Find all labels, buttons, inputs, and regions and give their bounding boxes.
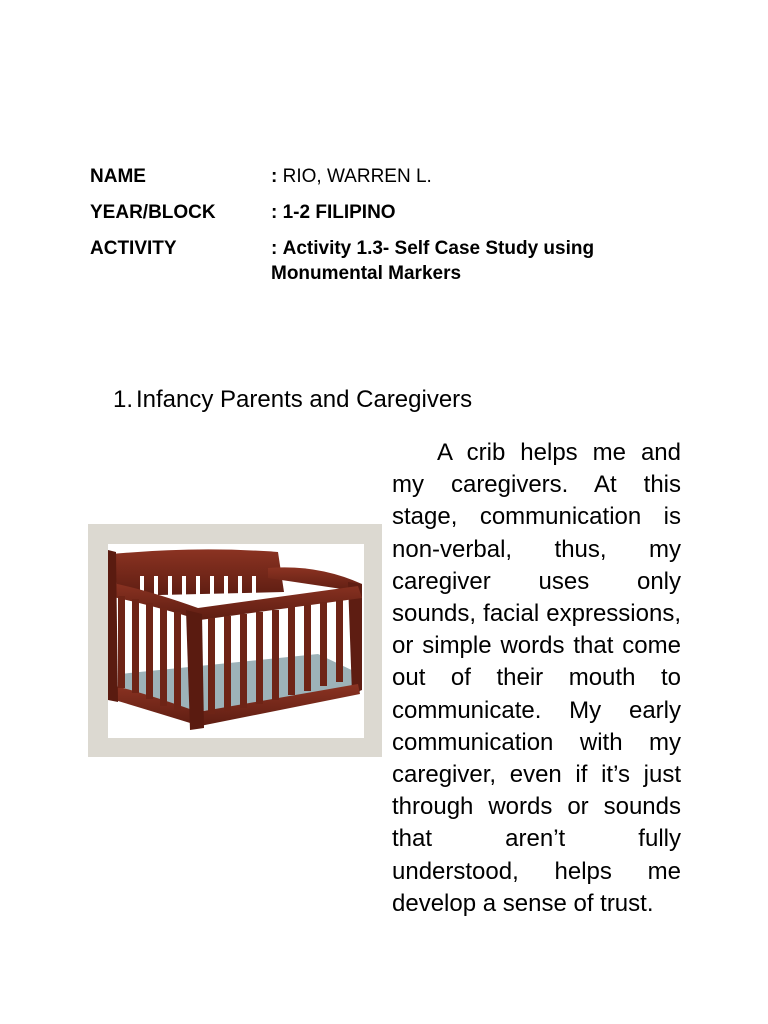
year-row	[90, 200, 631, 225]
year-value: 1-2 FILIPINO	[282, 202, 396, 223]
crib-photo-frame	[88, 524, 382, 757]
student-info	[90, 164, 631, 297]
crib-photo	[108, 544, 364, 738]
name-row	[90, 164, 631, 189]
separator: :	[271, 238, 278, 259]
crib-illustration	[108, 544, 364, 738]
body-paragraph: A crib helps me and my caregivers. At this stage, communication is non-verbal, thus, my caregiver uses only sounds, facial expressions, or simple words that come out of their mouth to communicate. My early communication with my caregiver, even if it’s just through words or sounds that aren’t fully understood, helps me develop a sense of trust.	[392, 439, 681, 917]
activity-label: ACTIVITY	[90, 238, 177, 259]
back-slats	[140, 576, 256, 596]
separator: :	[271, 166, 278, 187]
activity-value: Activity 1.3- Self Case Study using Monumental Markers	[271, 238, 595, 284]
separator: :	[271, 202, 278, 223]
name-label: NAME	[90, 166, 146, 187]
activity-value-container	[271, 236, 631, 286]
name-value: RIO, WARREN L.	[282, 166, 432, 187]
activity-row	[90, 236, 631, 286]
year-label: YEAR/BLOCK	[90, 202, 216, 223]
section-title: Infancy Parents and Caregivers	[136, 386, 473, 413]
section-number: 1.	[113, 386, 134, 413]
name-value-container	[271, 164, 631, 189]
year-value-container	[271, 200, 631, 225]
section-heading	[113, 385, 472, 415]
